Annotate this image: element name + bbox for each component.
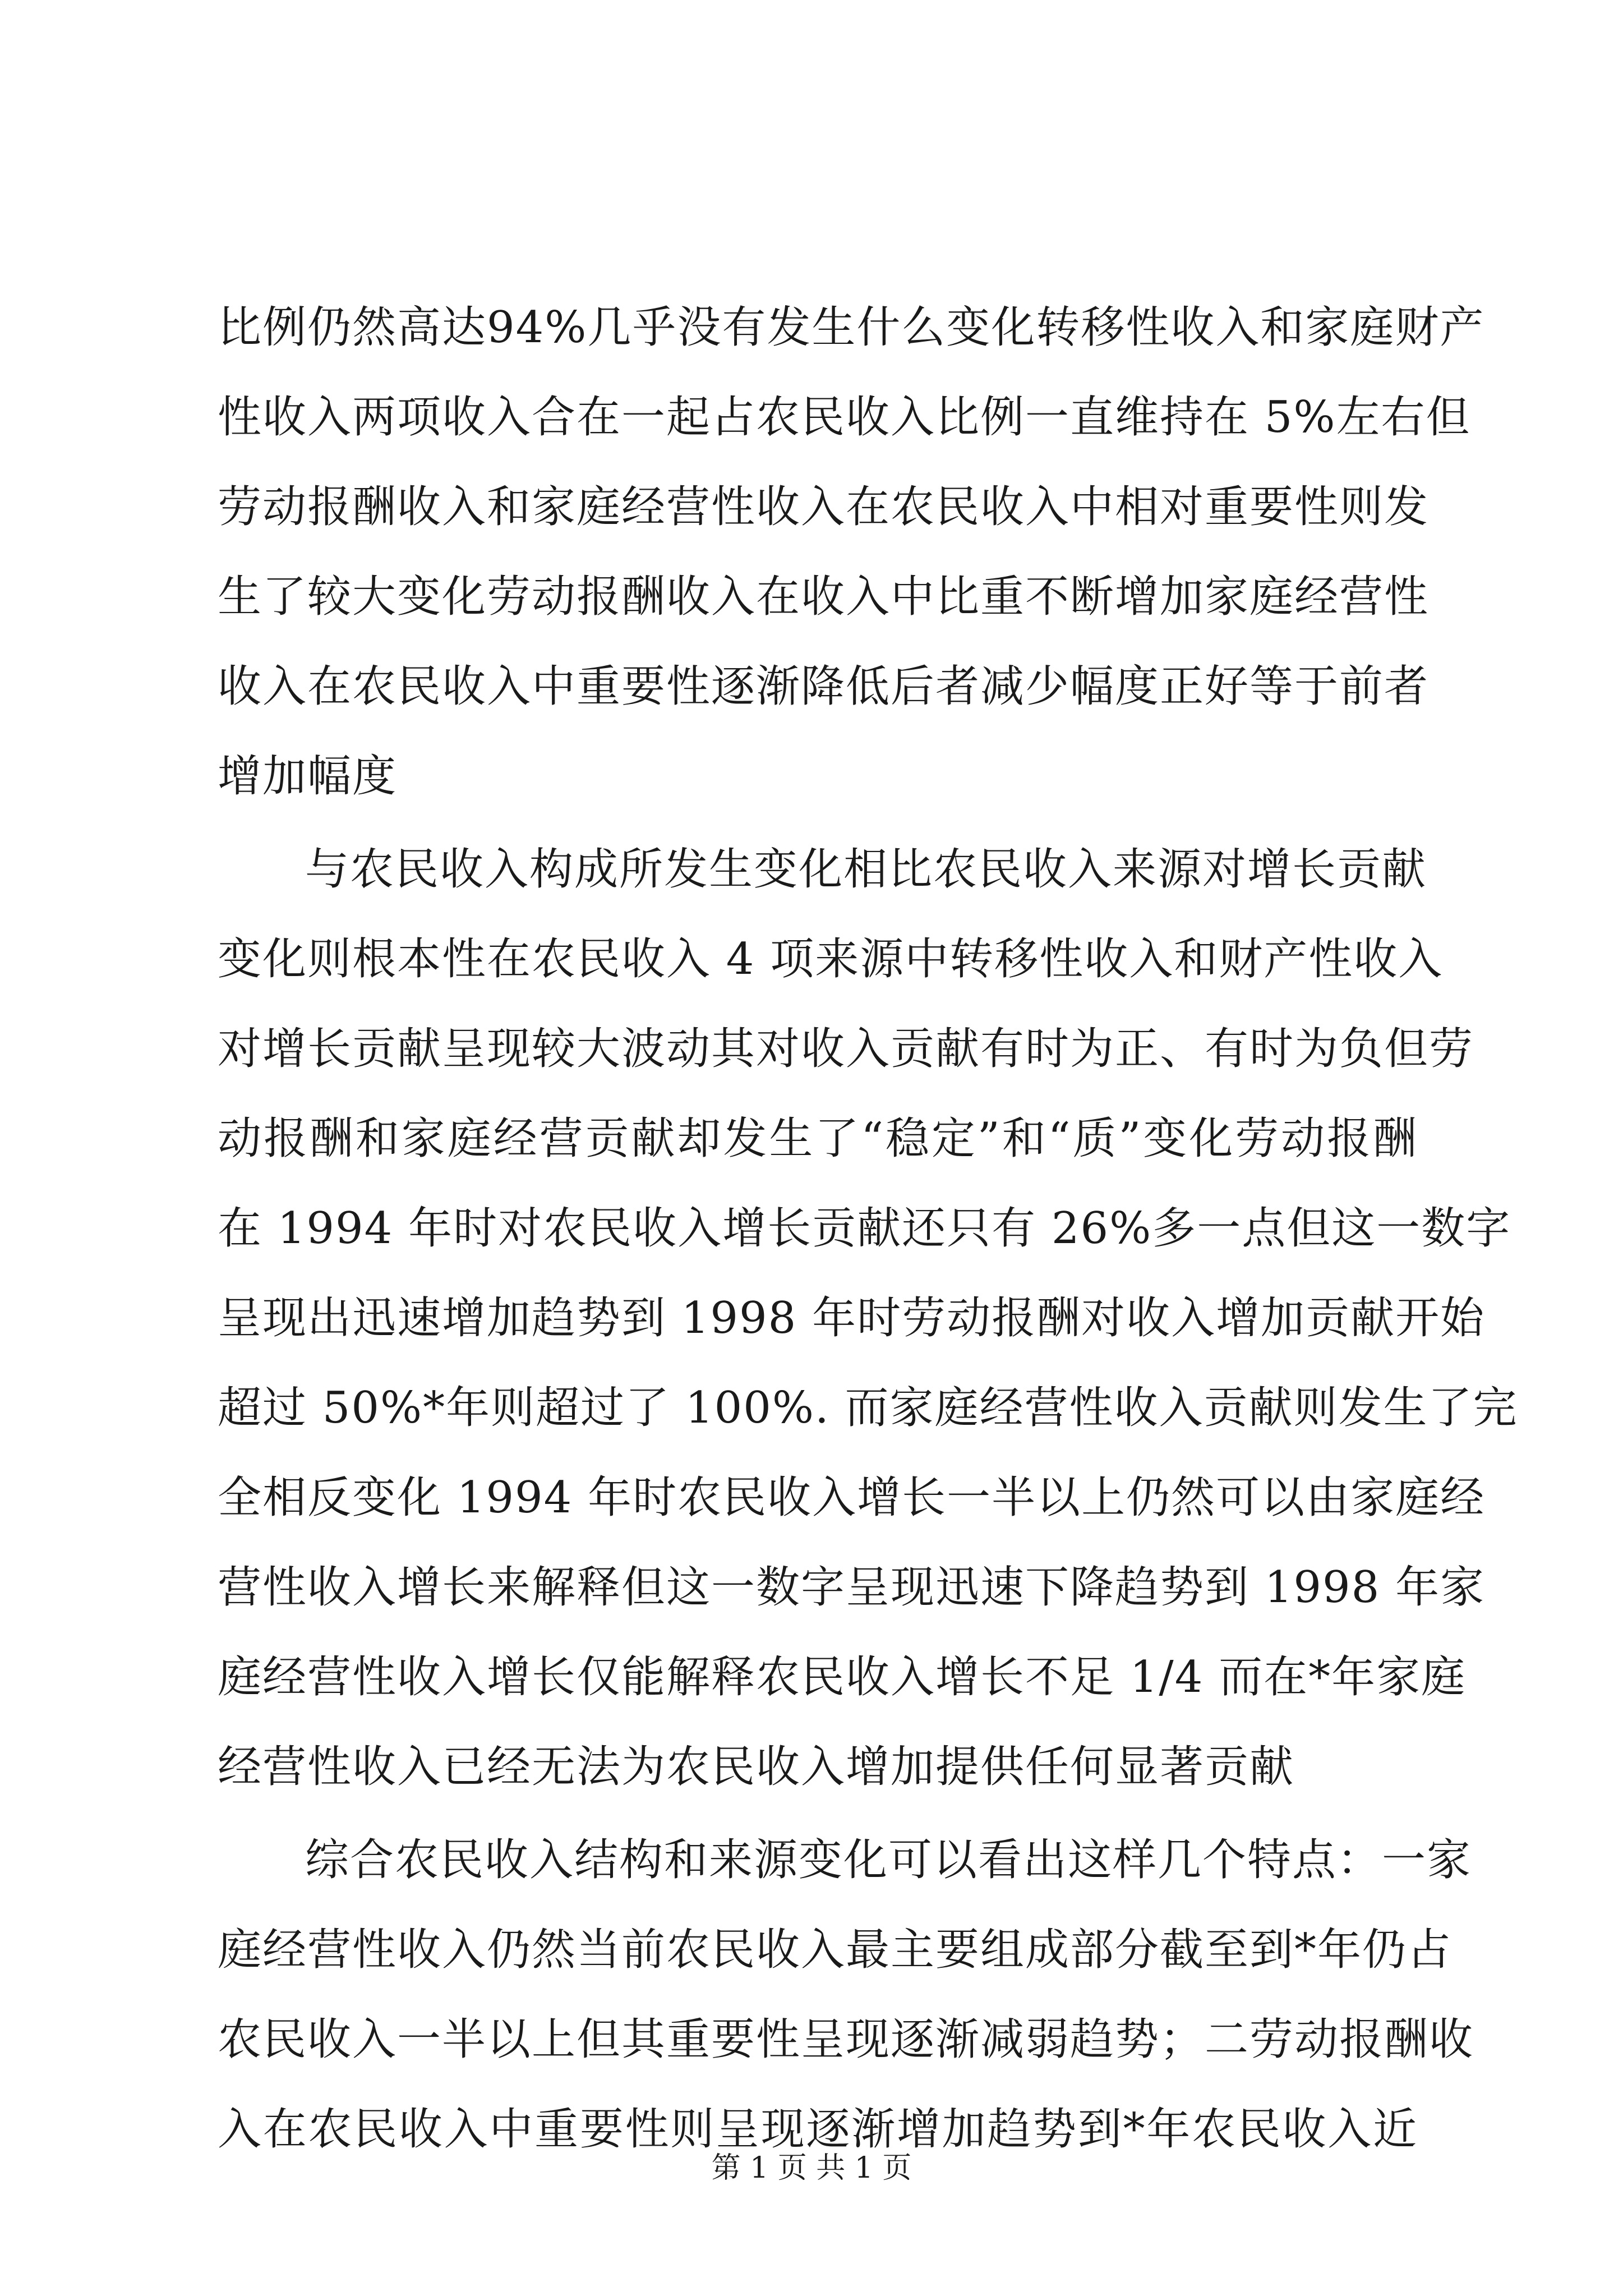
- paragraph-first-line: 综合农民收入结构和来源变化可以看出这样几个特点：一家: [305, 1835, 1472, 1885]
- body-text-line: 比例仍然高达94%几乎没有发生什么变化转移性收入和家庭财产: [218, 302, 1485, 353]
- body-text-line: 入在农民收入中重要性则呈现逐渐增加趋势到*年农民收入近: [218, 2104, 1418, 2155]
- page-number-footer: 第 1 页 共 1 页: [711, 2151, 912, 2185]
- body-text-line: 营性收入增长来解释但这一数字呈现迅速下降趋势到 1998 年家: [218, 1562, 1486, 1613]
- body-text-line: 庭经营性收入仍然当前农民收入最主要组成部分截至到*年仍占: [218, 1925, 1453, 1975]
- body-text-line: 庭经营性收入增长仅能解释农民收入增长不足 1/4 而在*年家庭: [218, 1652, 1467, 1703]
- body-text-line: 经营性收入已经无法为农民收入增加提供任何显著贡献: [218, 1742, 1295, 1792]
- body-text-line: 变化则根本性在农民收入 4 项来源中转移性收入和财产性收入: [218, 934, 1444, 984]
- body-text-line: 在 1994 年时对农民收入增长贡献还只有 26%多一点但这一数字: [218, 1203, 1511, 1254]
- paragraph-first-line: 与农民收入构成所发生变化相比农民收入来源对增长贡献: [305, 844, 1427, 895]
- body-text-line: 劳动报酬收入和家庭经营性收入在农民收入中相对重要性则发: [218, 482, 1430, 532]
- body-text-line: 增加幅度: [218, 751, 398, 802]
- body-text-line: 生了较大变化劳动报酬收入在收入中比重不断增加家庭经营性: [218, 572, 1430, 622]
- body-text-line: 性收入两项收入合在一起占农民收入比例一直维持在 5%左右但: [218, 392, 1471, 443]
- body-text-line: 收入在农民收入中重要性逐渐降低后者减少幅度正好等于前者: [218, 661, 1430, 712]
- body-text-line: 对增长贡献呈现较大波动其对收入贡献有时为正、有时为负但劳: [218, 1024, 1474, 1074]
- body-text-line: 呈现出迅速增加趋势到 1998 年时劳动报酬对收入增加贡献开始: [218, 1293, 1486, 1343]
- body-text-line: 动报酬和家庭经营贡献却发生了“稳定”和“质”变化劳动报酬: [218, 1114, 1418, 1164]
- body-text-line: 超过 50%*年则超过了 100%. 而家庭经营性收入贡献则发生了完: [218, 1383, 1518, 1433]
- body-text-line: 全相反变化 1994 年时农民收入增长一半以上仍然可以由家庭经: [218, 1473, 1486, 1523]
- body-text-line: 农民收入一半以上但其重要性呈现逐渐减弱趋势；二劳动报酬收: [218, 2014, 1474, 2065]
